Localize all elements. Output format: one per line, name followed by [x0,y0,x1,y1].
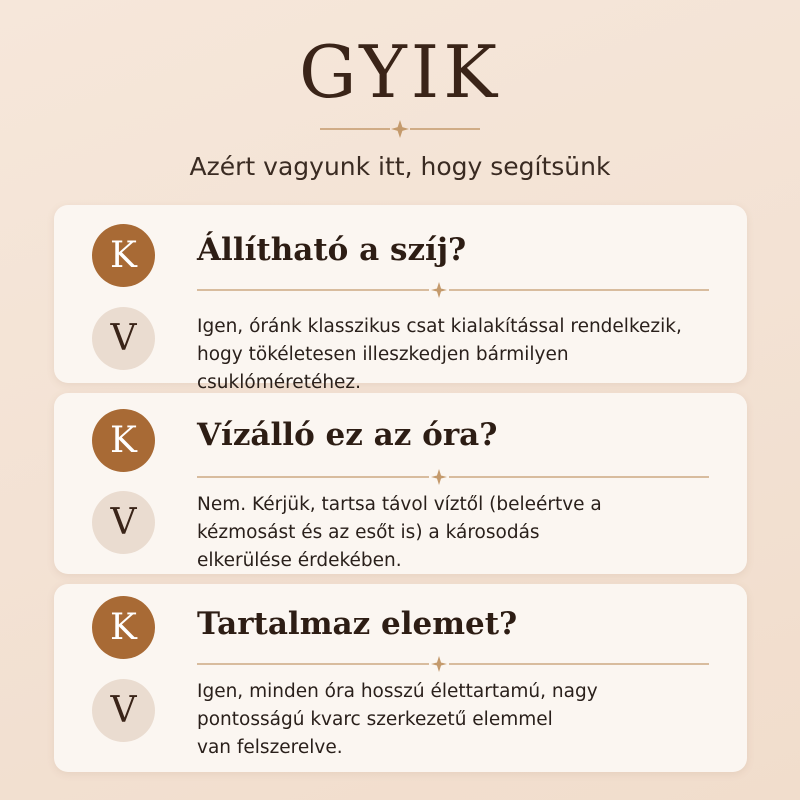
title-divider [320,120,480,138]
faq-question-2: Vízálló ez az óra? [197,417,498,453]
diamond-sparkle-icon [431,469,447,485]
page-subtitle: Azért vagyunk itt, hogy segítsünk [189,152,611,181]
question-divider [197,656,709,672]
answer-line: hogy tökéletesen illeszkedjen bármilyen csuklóméretéhez. [197,344,569,393]
question-badge: K [92,409,155,472]
answer-badge: V [92,307,155,370]
answer-line: van felszerelve. [197,737,343,758]
page-title: GYIK [298,30,501,114]
answer-line: Nem. Kérjük, tartsa távol víztől (beleértve a [197,494,602,515]
question-badge: K [92,224,155,287]
question-divider [197,469,709,485]
question-divider [197,282,709,298]
question-badge: K [92,596,155,659]
answer-badge: V [92,491,155,554]
answer-line: pontosságú kvarc szerkezetű elemmel [197,709,553,730]
faq-answer-2 [197,491,737,575]
diamond-sparkle-icon [391,120,409,138]
answer-line: Igen, óránk klasszikus csat kialakítással rendelkezik, [197,316,682,337]
answer-badge: V [92,679,155,742]
answer-line: Igen, minden óra hosszú élettartamú, nagy [197,681,598,702]
faq-card-1 [54,205,747,393]
faq-question-3: Tartalmaz elemet? [197,606,518,642]
faq-card-2 [54,393,747,574]
diamond-sparkle-icon [431,282,447,298]
faq-answer-1 [197,313,737,397]
answer-line: kézmosást és az esőt is) a károsodás [197,522,540,543]
answer-line: elkerülése érdekében. [197,550,402,571]
faq-question-1: Állítható a szíj? [197,232,467,268]
faq-answer-3 [197,678,737,762]
faq-card-3 [54,584,747,772]
diamond-sparkle-icon [431,656,447,672]
